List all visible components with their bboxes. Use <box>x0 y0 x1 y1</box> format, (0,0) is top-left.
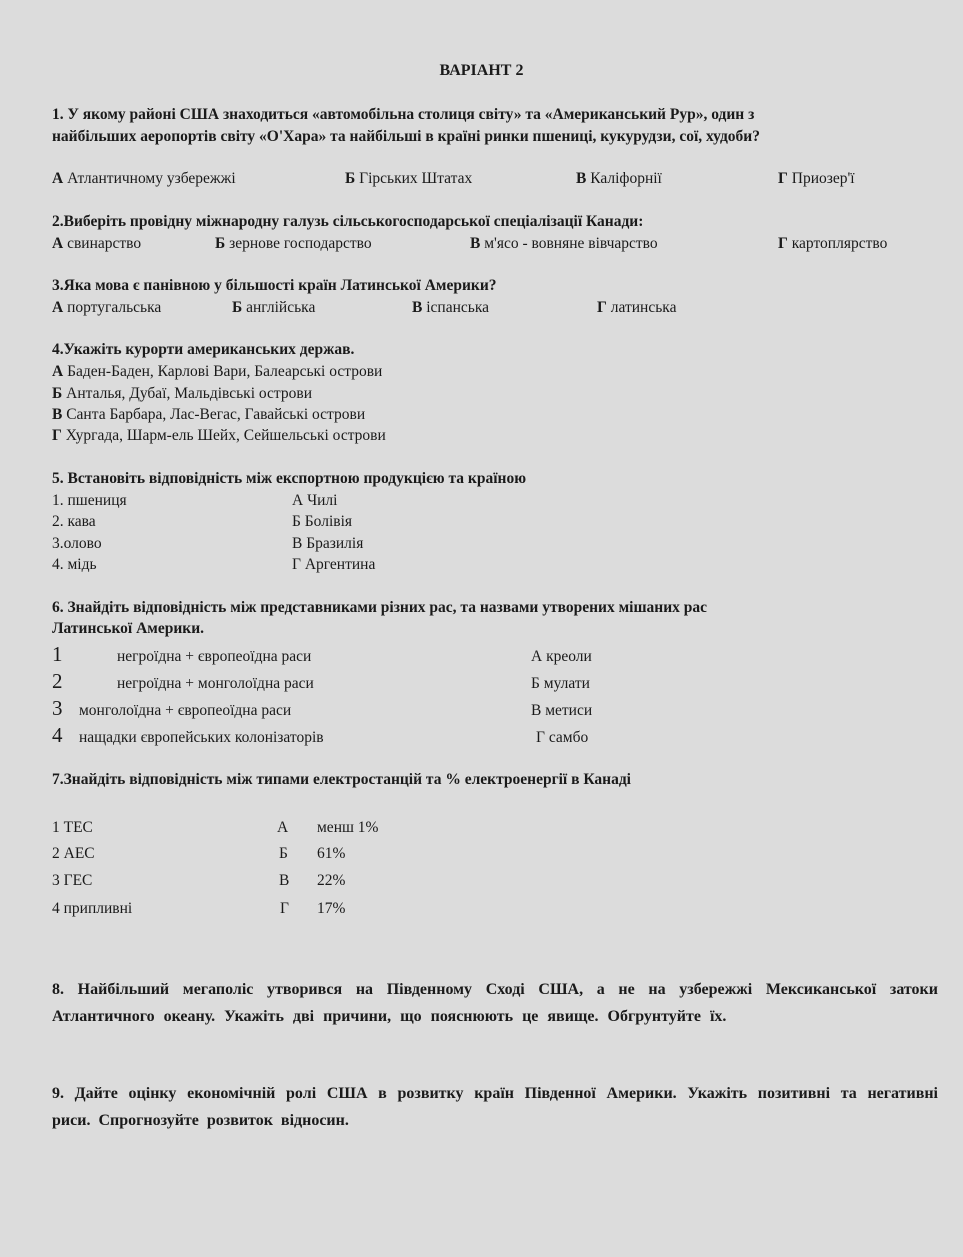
q3-option-b <box>232 299 315 317</box>
option-text: Санта Барбара, Лас-Вегас, Гавайські острови <box>62 406 366 423</box>
q7-percent: менш 1% <box>317 819 379 836</box>
option-letter: А <box>52 170 64 187</box>
q7-plant-type: 1 ТЕС <box>52 819 93 836</box>
option-letter: Б <box>232 299 243 316</box>
q6-row-number: 3 <box>52 696 63 720</box>
q6-row-number: 4 <box>52 723 63 747</box>
q6-row-answer: Б мулати <box>531 675 590 692</box>
question-1-line-1: 1. У якому районі США знаходиться «автомобільна столиця світу» та «Американський Рур», один з <box>52 106 755 123</box>
q7-plant-type: 4 припливні <box>52 900 133 917</box>
question-4: 4.Укажіть курорти американських держав. <box>52 341 355 358</box>
q5-right-item: Б Болівія <box>292 513 353 530</box>
q4-option-c <box>52 406 365 424</box>
q5-left-item: 1. пшениця <box>52 492 127 509</box>
q5-left-item: 2. кава <box>52 513 96 530</box>
q4-option-a <box>52 363 382 381</box>
option-text: свинарство <box>63 235 142 252</box>
q7-percent: 17% <box>317 900 346 917</box>
option-text: Анталья, Дубаї, Мальдівські острови <box>62 385 312 402</box>
q2-option-a <box>52 235 141 253</box>
q5-left-item: 3.олово <box>52 535 102 552</box>
option-text: іспанська <box>422 299 489 316</box>
q6-row-answer: Г самбо <box>536 729 589 746</box>
option-text: Атлантичному узбережжі <box>63 170 236 187</box>
q6-row-text: негроїдна + монголоїдна раси <box>117 675 314 692</box>
q1-option-c <box>576 170 662 188</box>
question-5: 5. Встановіть відповідність між експортною продукцією та країною <box>52 470 527 487</box>
q7-plant-type: 3 ГЕС <box>52 872 93 889</box>
option-letter: А <box>52 235 64 252</box>
question-8: 8. Найбільший мегаполіс утворився на Південному Сході США, а не на узбережжі Мексиканської затоки Атлантичного океану. Укажіть дві причини, що пояснюють це явище. Обгрунтуйте їх. <box>52 981 938 1025</box>
option-text: португальська <box>63 299 162 316</box>
page-title: ВАРІАНТ 2 <box>439 62 524 79</box>
q4-option-b <box>52 385 312 403</box>
q3-option-a <box>52 299 161 317</box>
q1-option-b <box>345 170 472 188</box>
option-letter: А <box>52 299 64 316</box>
q7-percent: 61% <box>317 845 346 862</box>
question-3: 3.Яка мова є панівною у більшості країн Латинської Америки? <box>52 277 497 294</box>
q1-option-a <box>52 170 236 188</box>
q7-plant-type: 2 АЕС <box>52 845 95 862</box>
q2-option-d <box>778 235 887 253</box>
q7-letter: Б <box>279 845 288 862</box>
q7-letter: Г <box>280 900 289 917</box>
option-letter: Г <box>597 299 607 316</box>
option-letter: В <box>576 170 587 187</box>
q6-row-text: монголоїдна + європеоїдна раси <box>79 702 292 719</box>
q2-option-c <box>470 235 658 253</box>
option-letter: В <box>470 235 481 252</box>
option-letter: Б <box>215 235 226 252</box>
q5-left-item: 4. мідь <box>52 556 97 573</box>
option-text: Каліфорнії <box>586 170 662 187</box>
option-letter: Г <box>778 170 788 187</box>
q1-option-d <box>778 170 855 188</box>
q6-row-number: 1 <box>52 642 63 666</box>
option-letter: В <box>412 299 423 316</box>
option-text: Баден-Баден, Карлові Вари, Балеарські острови <box>63 363 383 380</box>
question-9: 9. Дайте оцінку економічній ролі США в розвитку країн Південної Америки. Укажіть позитивні та негативні риси. Спрогнозуйте розвиток відносин. <box>52 1085 938 1129</box>
question-6-line-2: Латинської Америки. <box>52 620 205 637</box>
option-text: Приозер'ї <box>787 170 855 187</box>
q3-option-d <box>597 299 676 317</box>
q4-option-d <box>52 427 386 445</box>
option-letter: Б <box>52 385 63 402</box>
q5-right-item: В Бразилія <box>292 535 364 552</box>
q2-option-b <box>215 235 372 253</box>
option-text: м'ясо - вовняне вівчарство <box>480 235 658 252</box>
q6-row-text: нащадки європейських колонізаторів <box>79 729 324 746</box>
option-text: Гірських Штатах <box>355 170 473 187</box>
option-text: латинська <box>606 299 677 316</box>
question-7: 7.Знайдіть відповідність між типами електростанцій та % електроенергії в Канаді <box>52 771 631 788</box>
q7-percent: 22% <box>317 872 346 889</box>
q6-row-text: негроїдна + європеоїдна раси <box>117 648 312 665</box>
q5-right-item: Г Аргентина <box>292 556 376 573</box>
question-6-line-1: 6. Знайдіть відповідність між представниками різних рас, та назвами утворених мішаних рас <box>52 599 708 616</box>
question-1-line-2: найбільших аеропортів світу «О'Хара» та найбільші в країні ринки пшениці, кукурудзи, сої, худоби? <box>52 128 760 145</box>
option-letter: Г <box>52 427 62 444</box>
option-text: англійська <box>242 299 316 316</box>
q6-row-answer: В метиси <box>531 702 593 719</box>
q5-right-item: А Чилі <box>292 492 338 509</box>
q7-letter: А <box>277 819 289 836</box>
question-2: 2.Виберіть провідну міжнародну галузь сільськогосподарської спеціалізації Канади: <box>52 213 644 230</box>
option-letter: Б <box>345 170 356 187</box>
option-letter: В <box>52 406 63 423</box>
q7-letter: В <box>279 872 290 889</box>
q3-option-c <box>412 299 489 317</box>
option-text: зернове господарство <box>225 235 372 252</box>
option-letter: А <box>52 363 64 380</box>
option-text: Хургада, Шарм-ель Шейх, Сейшельські острови <box>61 427 386 444</box>
option-letter: Г <box>778 235 788 252</box>
q6-row-number: 2 <box>52 669 63 693</box>
option-text: картоплярство <box>787 235 888 252</box>
q6-row-answer: А креоли <box>531 648 592 665</box>
